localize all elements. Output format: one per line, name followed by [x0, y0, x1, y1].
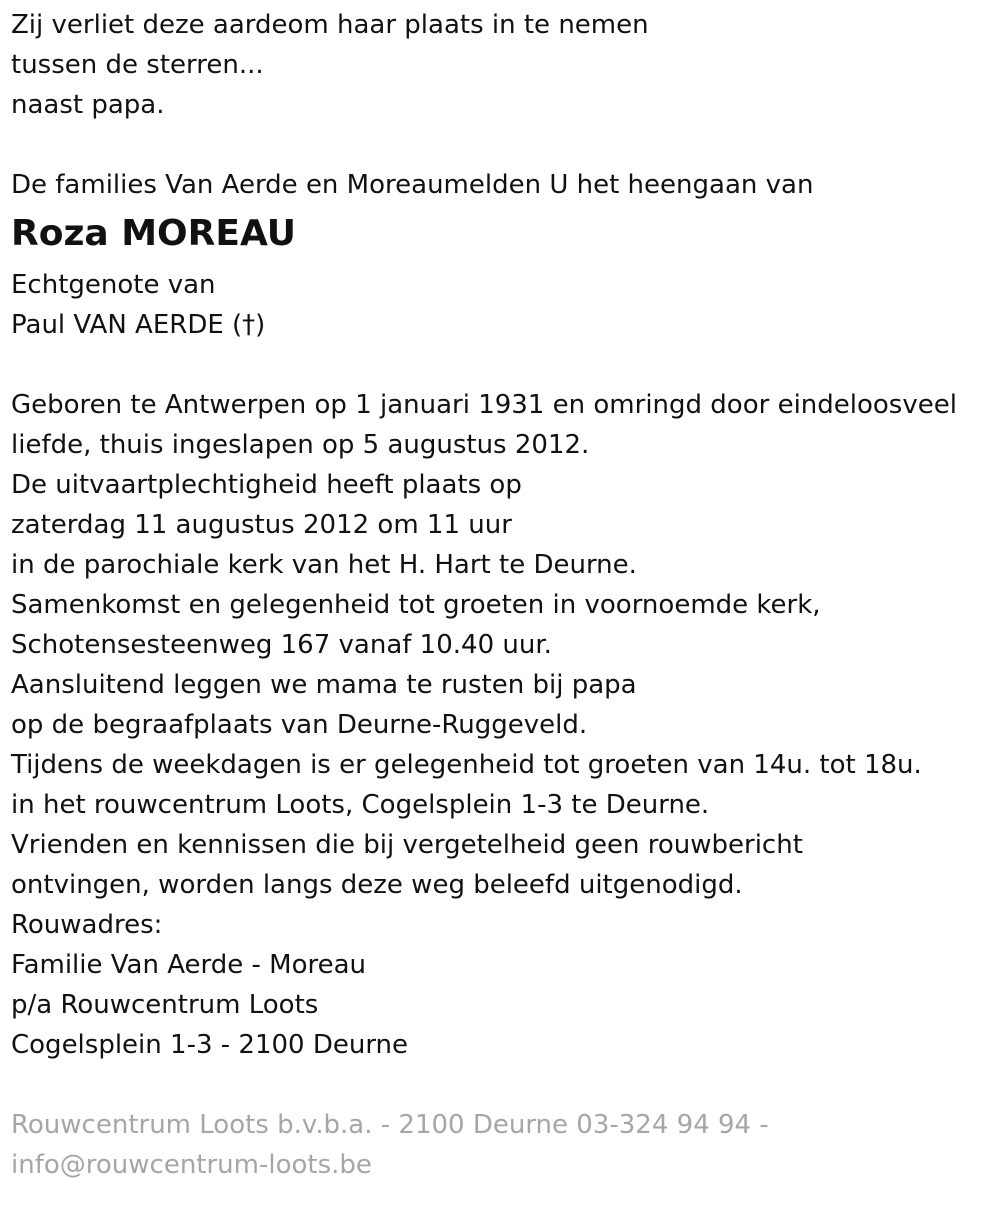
- obituary-notice: [11, 5, 996, 1185]
- spouse-name: Paul VAN AERDE (†): [11, 310, 266, 340]
- body-line: Geboren te Antwerpen op 1 januari 1931 en omringd door eindeloosveel: [11, 390, 957, 420]
- address-line: p/a Rouwcentrum Loots: [11, 990, 319, 1020]
- body-line: Vrienden en kennissen die bij vergetelheid geen rouwbericht: [11, 830, 803, 860]
- address-line: Familie Van Aerde - Moreau: [11, 950, 367, 980]
- body-line: Aansluitend leggen we mama te rusten bij papa: [11, 670, 637, 700]
- funeral-home-footer: [11, 1105, 996, 1185]
- body-line: Tijdens de weekdagen is er gelegenheid tot groeten van 14u. tot 18u.: [11, 750, 922, 780]
- intro-line: tussen de sterren...: [11, 50, 264, 80]
- address-line: Cogelsplein 1-3 - 2100 Deurne: [11, 1030, 409, 1060]
- spacer: [11, 125, 996, 165]
- intro-verse: [11, 5, 996, 125]
- footer-email: info@rouwcentrum-loots.be: [11, 1150, 372, 1180]
- announcement-text: De families Van Aerde en Moreaumelden U het heengaan van: [11, 170, 814, 200]
- relation-text: Echtgenote van: [11, 270, 216, 300]
- body-line: op de begraafplaats van Deurne-Ruggeveld.: [11, 710, 588, 740]
- spacer: [11, 345, 996, 385]
- body-line: zaterdag 11 augustus 2012 om 11 uur: [11, 510, 512, 540]
- spacer: [11, 1065, 996, 1105]
- notice-body: [11, 385, 996, 1065]
- footer-contact: Rouwcentrum Loots b.v.b.a. - 2100 Deurne 03-324 94 94 -: [11, 1110, 769, 1140]
- body-line: ontvingen, worden langs deze weg beleefd uitgenodigd.: [11, 870, 743, 900]
- address-heading: Rouwadres:: [11, 910, 163, 940]
- body-line: in de parochiale kerk van het H. Hart te Deurne.: [11, 550, 637, 580]
- body-line: liefde, thuis ingeslapen op 5 augustus 2012.: [11, 430, 590, 460]
- body-line: Schotensesteenweg 167 vanaf 10.40 uur.: [11, 630, 552, 660]
- intro-line: Zij verliet deze aardeom haar plaats in te nemen: [11, 10, 649, 40]
- body-line: De uitvaartplechtigheid heeft plaats op: [11, 470, 522, 500]
- body-line: Samenkomst en gelegenheid tot groeten in voornoemde kerk,: [11, 590, 821, 620]
- intro-line: naast papa.: [11, 90, 165, 120]
- body-line: in het rouwcentrum Loots, Cogelsplein 1-3 te Deurne.: [11, 790, 710, 820]
- deceased-name: Roza MOREAU: [11, 213, 296, 254]
